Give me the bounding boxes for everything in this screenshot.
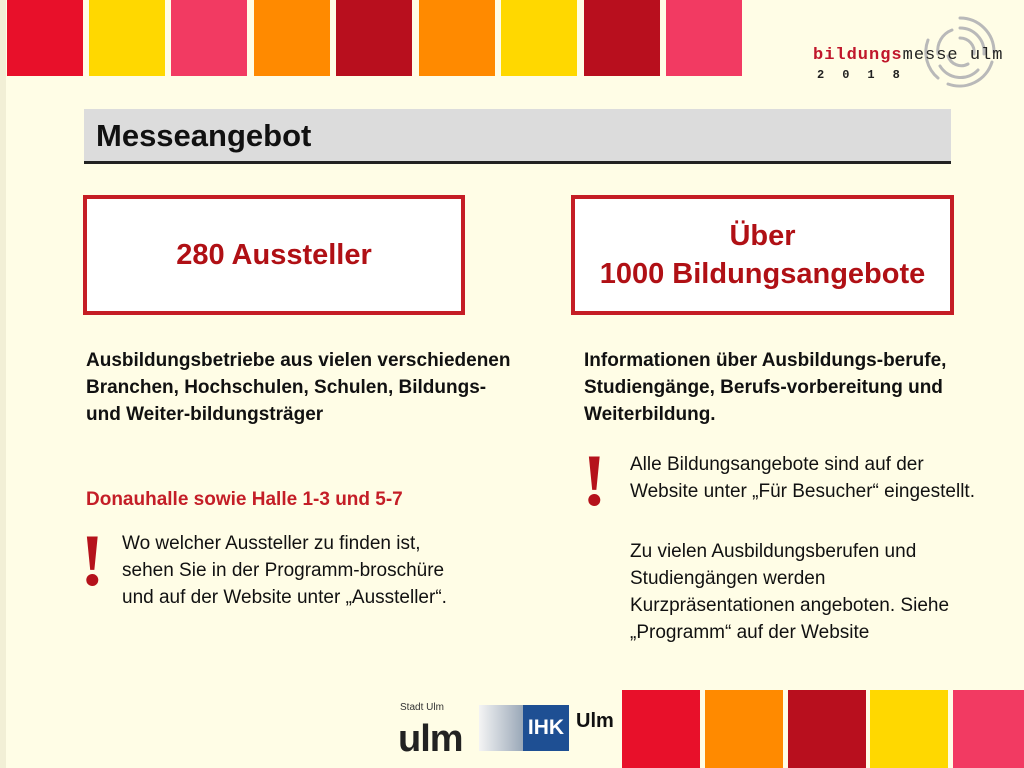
exclamation-icon: ! — [582, 440, 607, 522]
color-square — [419, 0, 495, 76]
exhibitors-note: Wo welcher Aussteller zu finden ist, sehen Sie in der Programm-broschüre und auf der Website unter „Aussteller“. — [122, 533, 447, 608]
color-square — [336, 0, 412, 76]
color-square — [705, 690, 783, 768]
color-square — [584, 0, 660, 76]
title-bar — [84, 109, 951, 164]
color-square — [7, 0, 83, 76]
color-square — [953, 690, 1024, 768]
color-square — [870, 690, 948, 768]
exhibitors-headline: 280 Aussteller — [176, 239, 372, 271]
brand-name — [813, 46, 1003, 65]
city-logo: ulm — [398, 718, 463, 760]
color-square — [788, 690, 866, 768]
exhibitors-box — [83, 195, 465, 315]
exhibitors-description: Ausbildungsbetriebe aus vielen verschiedenen Branchen, Hochschulen, Schulen, Bildungs- und Weiter-bildungsträger — [86, 350, 511, 425]
color-square — [666, 0, 742, 76]
ihk-logo-gradient — [479, 705, 523, 751]
ihk-logo-box — [523, 705, 569, 751]
offers-headline-line2: 1000 Bildungsangebote — [599, 258, 926, 290]
offers-box — [571, 195, 954, 315]
ihk-logo-city: Ulm — [576, 710, 614, 732]
exhibitors-location: Donauhalle sowie Halle 1-3 und 5-7 — [86, 489, 403, 510]
offers-note-website: Alle Bildungsangebote sind auf der Website unter „Für Besucher“ eingestellt. — [630, 454, 975, 502]
color-square — [89, 0, 165, 76]
ihk-logo-text: IHK — [527, 716, 565, 739]
city-logo-label: Stadt Ulm — [400, 702, 444, 713]
offers-headline-line1: Über — [729, 220, 796, 252]
left-edge-strip — [0, 0, 6, 768]
offers-note-presentations: Zu vielen Ausbildungsberufen und Studiengängen werden Kurzpräsentationen angeboten. Siehe „Programm“ auf der Website — [630, 541, 950, 643]
color-square — [501, 0, 577, 76]
exclamation-icon: ! — [80, 520, 105, 602]
brand-year: 2018 — [817, 68, 918, 82]
color-square — [622, 690, 700, 768]
brand-name-part1: bildungs — [813, 46, 903, 65]
offers-description: Informationen über Ausbildungs-berufe, Studiengänge, Berufs-vorbereitung und Weiterbildung. — [584, 350, 947, 425]
page-title: Messeangebot — [96, 118, 312, 153]
color-square — [171, 0, 247, 76]
color-square — [254, 0, 330, 76]
brand-name-part2: messe ulm — [902, 46, 1004, 65]
